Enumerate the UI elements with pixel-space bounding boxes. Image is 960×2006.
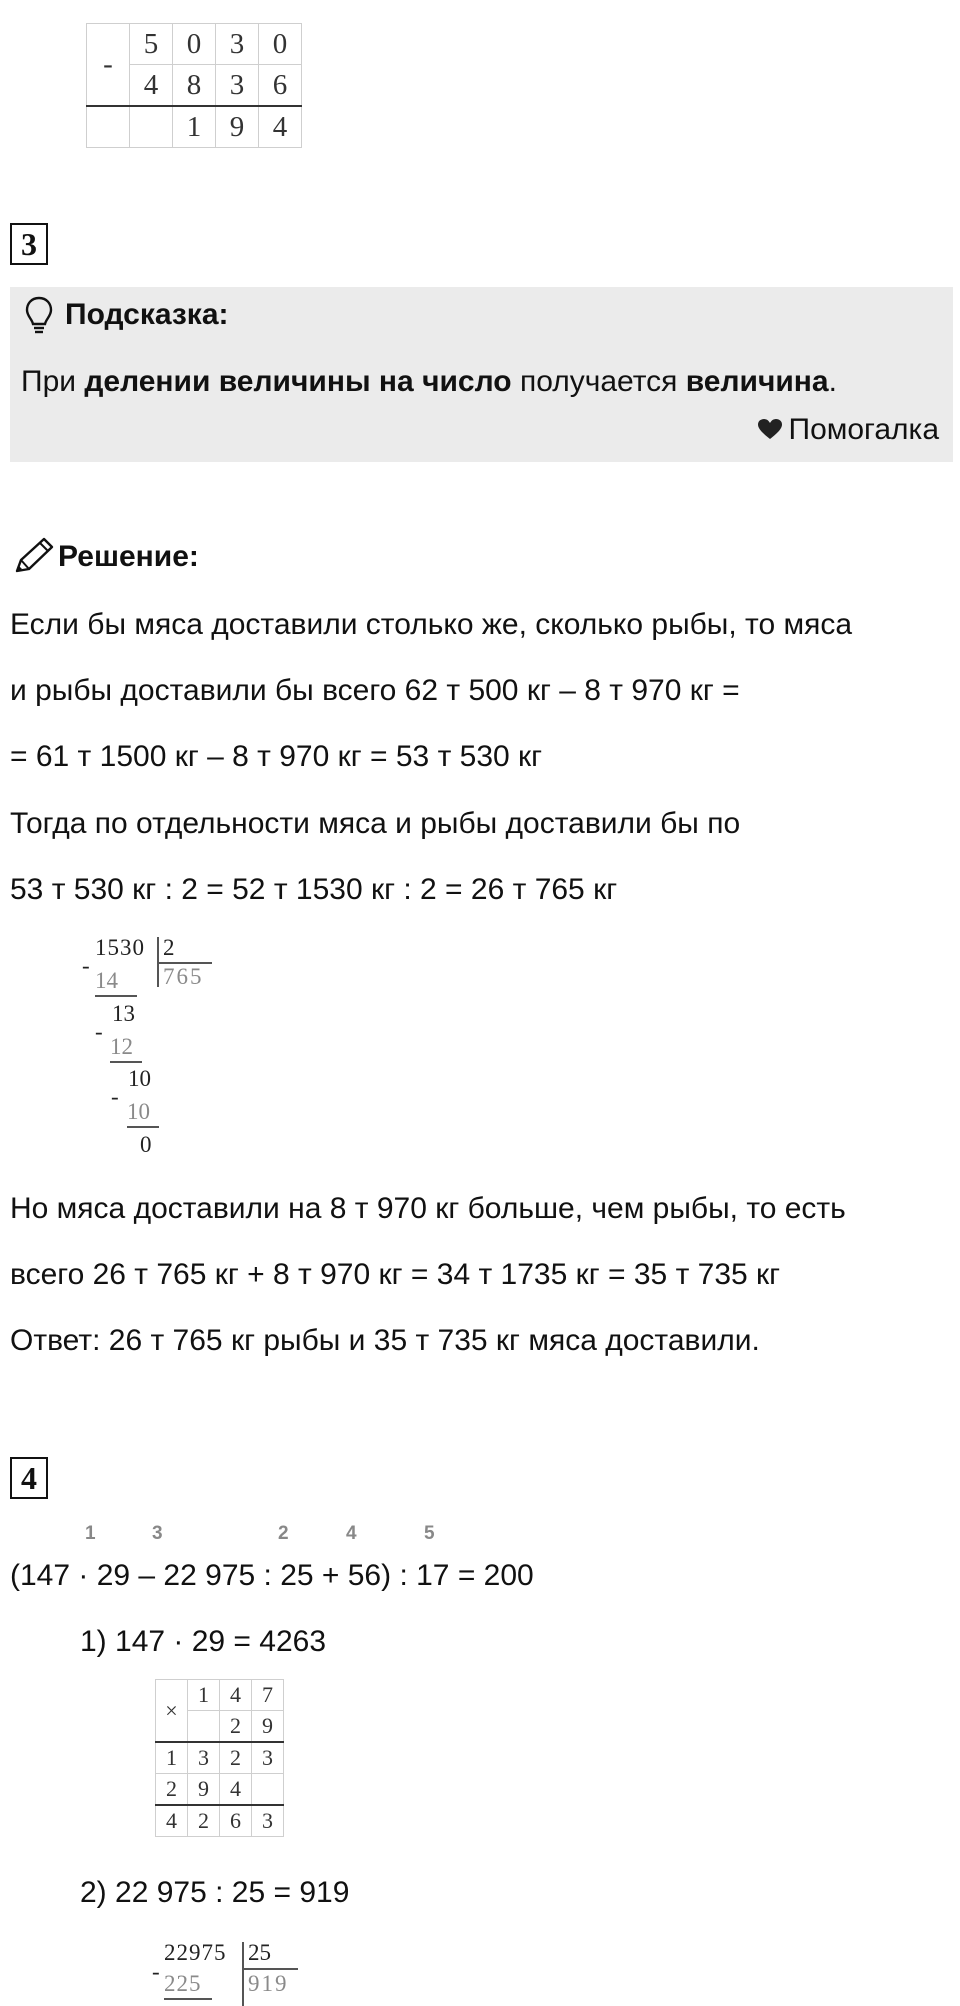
multiplication-grid — [155, 1679, 284, 1837]
digit: 3 — [188, 1742, 220, 1774]
minus-sign: - — [87, 24, 130, 107]
partial-product: 12 — [110, 1034, 133, 1059]
digit: 3 — [252, 1742, 284, 1774]
dividend: 1530 — [95, 935, 145, 960]
lightbulb-icon — [24, 295, 54, 342]
order-mark: 3 — [152, 1523, 163, 1544]
digit: 3 — [216, 24, 259, 65]
partial-product: 14 — [95, 968, 118, 993]
quotient: 919 — [248, 1971, 289, 1996]
solution-line: и рыбы доставили бы всего 62 т 500 кг – 8 т 970 кг = — [10, 674, 740, 707]
digit: 2 — [188, 1805, 220, 1837]
divisor: 2 — [163, 935, 175, 960]
times-sign: × — [156, 1680, 188, 1743]
partial-product: 225 — [164, 1971, 202, 1996]
digit: 6 — [220, 1805, 252, 1837]
digit: 3 — [252, 1805, 284, 1837]
digit: 0 — [259, 24, 302, 65]
heart-icon — [757, 411, 783, 451]
solution-title: Решение: — [58, 540, 199, 573]
solution-line: Тогда по отдельности мяса и рыбы доставили бы по — [10, 807, 741, 840]
digit: 1 — [188, 1680, 220, 1711]
solution-line: = 61 т 1500 кг – 8 т 970 кг = 53 т 530 кг — [10, 740, 543, 773]
digit: 8 — [173, 65, 216, 107]
remainder: 13 — [112, 1001, 135, 1026]
digit — [252, 1774, 284, 1806]
order-mark: 2 — [278, 1523, 289, 1544]
order-mark: 5 — [424, 1523, 435, 1544]
partial-product: 10 — [127, 1099, 150, 1124]
digit: 4 — [130, 65, 173, 107]
solution-line: всего 26 т 765 кг + 8 т 970 кг = 34 т 1735 кг = 35 т 735 кг — [10, 1258, 781, 1291]
quotient: 765 — [163, 964, 204, 989]
order-mark: 1 — [85, 1523, 96, 1544]
long-division-2: 22975 25 - 225 919 — [150, 1940, 310, 2006]
digit: 9 — [188, 1774, 220, 1806]
order-mark: 4 — [346, 1523, 357, 1544]
hint-source[interactable]: Помогалка — [757, 410, 940, 451]
digit: 1 — [156, 1742, 188, 1774]
remainder: 10 — [128, 1066, 151, 1091]
answer-line: Ответ: 26 т 765 кг рыбы и 35 т 735 кг мяса доставили. — [10, 1324, 760, 1357]
digit: 2 — [220, 1742, 252, 1774]
hint-text: При делении величины на число получается величина. — [21, 365, 837, 398]
task-number-4: 4 — [10, 1457, 48, 1499]
expression: (147 · 29 – 22 975 : 25 + 56) : 17 = 200 — [10, 1559, 534, 1592]
solution-line: Если бы мяса доставили столько же, сколько рыбы, то мяса — [10, 608, 853, 641]
hint-title: Подсказка: — [65, 298, 229, 331]
solution-line: Но мяса доставили на 8 т 970 кг больше, чем рыбы, то есть — [10, 1192, 846, 1225]
digit: 9 — [216, 106, 259, 148]
digit: 0 — [173, 24, 216, 65]
pencil-icon — [12, 536, 56, 581]
digit: 6 — [259, 65, 302, 107]
digit: 3 — [216, 65, 259, 107]
digit: 5 — [130, 24, 173, 65]
digit — [188, 1711, 220, 1743]
solution-line: 53 т 530 кг : 2 = 52 т 1530 кг : 2 = 26 т 765 кг — [10, 873, 618, 906]
dividend: 22975 — [164, 1940, 227, 1965]
digit: 4 — [220, 1774, 252, 1806]
digit: 4 — [220, 1680, 252, 1711]
digit: 9 — [252, 1711, 284, 1743]
hint-box — [10, 287, 953, 462]
digit: 4 — [259, 106, 302, 148]
digit: 1 — [173, 106, 216, 148]
remainder: 0 — [140, 1132, 152, 1157]
divisor: 25 — [248, 1940, 271, 1965]
subtraction-grid — [86, 23, 302, 148]
digit: 2 — [156, 1774, 188, 1806]
task-number-3: 3 — [10, 223, 48, 265]
step-2-label: 2) 22 975 : 25 = 919 — [80, 1876, 350, 1909]
digit: 7 — [252, 1680, 284, 1711]
digit: 4 — [156, 1805, 188, 1837]
long-division: 1530 2 765 - 14 13 - 12 10 - 10 0 — [80, 935, 230, 1165]
digit: 2 — [220, 1711, 252, 1743]
step-1-label: 1) 147 · 29 = 4263 — [80, 1625, 327, 1658]
